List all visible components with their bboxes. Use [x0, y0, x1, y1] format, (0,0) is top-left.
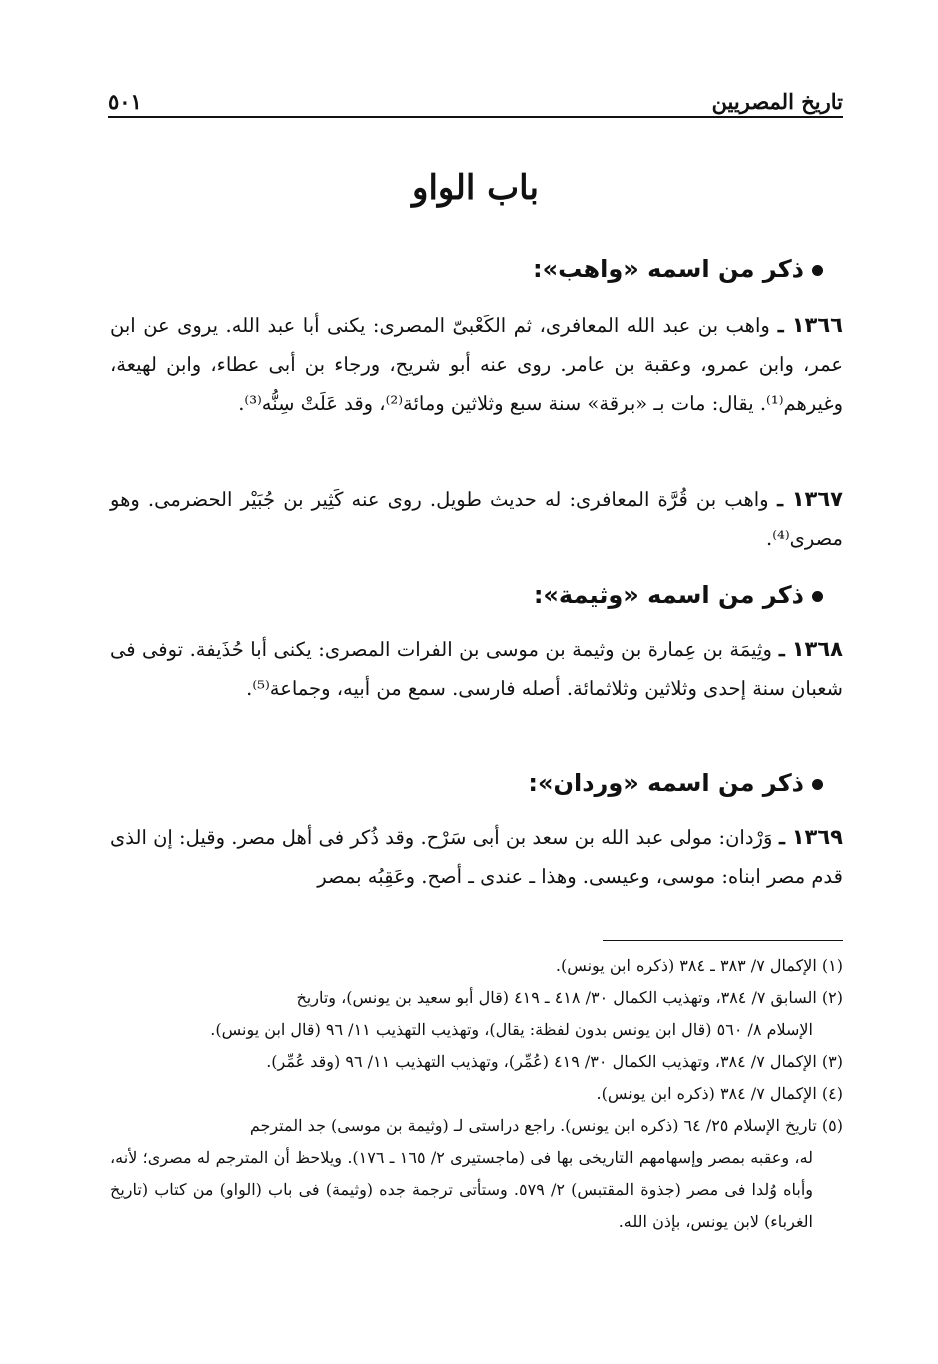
- chapter-title: باب الواو: [412, 168, 539, 208]
- section-wathima: [110, 578, 843, 612]
- footnote: (٣) الإكمال ٧/ ٣٨٤، وتهذيب الكمال ٣٠/ ٤١٩ (عُمِّر)، وتهذيب التهذيب ١١/ ٩٦ (وقد عُمِّر).: [266, 1052, 843, 1071]
- section-heading: ذكر من اسمه «واهب»:: [110, 252, 843, 286]
- page-number: ٥٠١: [108, 89, 142, 114]
- footnote: (٢) السابق ٧/ ٣٨٤، وتهذيب الكمال ٣٠/ ٤١٨ ـ ٤١٩ (قال أبو سعيد بن يونس)، وتاريخ الإسلام ٨/ ٥٦٠ (قال ابن يونس بدون لفظة: يقال)، وتهذيب التهذيب ١١/ ٩٦ (قال ابن يونس).: [210, 988, 843, 1039]
- section-wardan: [110, 766, 843, 800]
- entry-paragraph: ١٣٦٨ ـ وثِيمَة بن عِمارة بن وثيمة بن موسى بن الفرات المصرى: يكنى أبا حُذَيفة. توفى فى شعبان سنة إحدى وثلاثين وثلاثمائة. أصله فارسى. سمع من أبيه، وجماعة⁽⁵⁾.: [110, 637, 843, 700]
- entry-text: وثِيمَة بن عِمارة بن وثيمة بن موسى بن الفرات المصرى: يكنى أبا حُذَيفة. توفى فى شعبان سنة إحدى وثلاثين وثلاثمائة. أصله فارسى. سمع من أبيه، وجماعة⁽⁵⁾.: [110, 638, 843, 700]
- entry-number: ١٣٦٨: [791, 637, 843, 661]
- bullet-icon: [812, 779, 823, 790]
- bullet-icon: [812, 591, 823, 602]
- header-divider: [108, 116, 843, 118]
- section-wahib: [110, 252, 843, 286]
- entry-1366: [110, 306, 843, 423]
- book-title: تاريخ المصريين: [711, 89, 843, 114]
- entry-number: ١٣٦٩: [791, 825, 843, 849]
- entry-text: واهب بن قُرَّة المعافرى: له حديث طويل. روى عنه كَثِير بن جُبَيْر الحضرمى. وهو مصرى⁽⁴⁾.: [110, 488, 843, 550]
- footnote: (٤) الإكمال ٧/ ٣٨٤ (ذكره ابن يونس).: [596, 1084, 843, 1103]
- footnote: (٥) تاريخ الإسلام ٢٥/ ٦٤ (ذكره ابن يونس). راجع دراستى لـ (وثيمة بن موسى) جد المترجم له، وعقبه بمصر وإسهامهم التاريخى بها فى (ماجستيرى ٢/ ١٦٥ ـ ١٧٦). ويلاحظ أن المترجم له مصرى؛ لأنه، وأباه وُلدا فى مصر (جذوة المقتبس) ٢/ ٥٧٩. وستأتى ترجمة جده (وثيمة) فى باب (الواو) من كتاب (تاريخ الغرباء) لابن يونس، بإذن الله.: [110, 1116, 843, 1231]
- footnote-divider: [603, 940, 843, 941]
- running-header: [108, 78, 843, 114]
- entry-1368: [110, 630, 843, 708]
- footnote: (١) الإكمال ٧/ ٣٨٣ ـ ٣٨٤ (ذكره ابن يونس).: [555, 956, 843, 975]
- section-heading: ذكر من اسمه «وردان»:: [110, 766, 843, 800]
- bullet-icon: [812, 265, 823, 276]
- entry-number: ١٣٦٦: [791, 313, 843, 337]
- entry-1369: [110, 818, 843, 896]
- entry-number: ١٣٦٧: [791, 487, 843, 511]
- entry-paragraph: ١٣٦٧ ـ واهب بن قُرَّة المعافرى: له حديث طويل. روى عنه كَثِير بن جُبَيْر الحضرمى. وهو مصرى⁽⁴⁾.: [110, 487, 843, 550]
- entry-text: وَرْدان: مولى عبد الله بن سعد بن أبى سَرْح. وقد ذُكر فى أهل مصر. وقيل: إن الذى قدم مصر ابناه: موسى، وعيسى. وهذا ـ عندى ـ أصح. وعَقِبُه بمصر: [110, 826, 843, 888]
- entry-text: واهب بن عبد الله المعافرى، ثم الكَعْبىّ المصرى: يكنى أبا عبد الله. يروى عن ابن عمر، وابن عمرو، وعقبة بن عامر. روى عنه أبو شريح، ورجاء بن أبى عطاء، وابن لهيعة، وغيرهم⁽¹⁾. يقال: مات بـ «برقة» سنة سبع وثلاثين ومائة⁽²⁾، وقد عَلَتْ سِنُّه⁽³⁾.: [110, 314, 843, 415]
- entry-paragraph: ١٣٦٩ ـ وَرْدان: مولى عبد الله بن سعد بن أبى سَرْح. وقد ذُكر فى أهل مصر. وقيل: إن الذى قدم مصر ابناه: موسى، وعيسى. وهذا ـ عندى ـ أصح. وعَقِبُه بمصر: [110, 825, 843, 888]
- entry-1367: [110, 480, 843, 558]
- section-heading: ذكر من اسمه «وثيمة»:: [110, 578, 843, 612]
- footnotes: [110, 950, 843, 1238]
- entry-paragraph: ١٣٦٦ ـ واهب بن عبد الله المعافرى، ثم الكَعْبىّ المصرى: يكنى أبا عبد الله. يروى عن ابن عمر، وابن عمرو، وعقبة بن عامر. روى عنه أبو شريح، ورجاء بن أبى عطاء، وابن لهيعة، وغيرهم⁽¹⁾. يقال: مات بـ «برقة» سنة سبع وثلاثين ومائة⁽²⁾، وقد عَلَتْ سِنُّه⁽³⁾.: [110, 313, 843, 415]
